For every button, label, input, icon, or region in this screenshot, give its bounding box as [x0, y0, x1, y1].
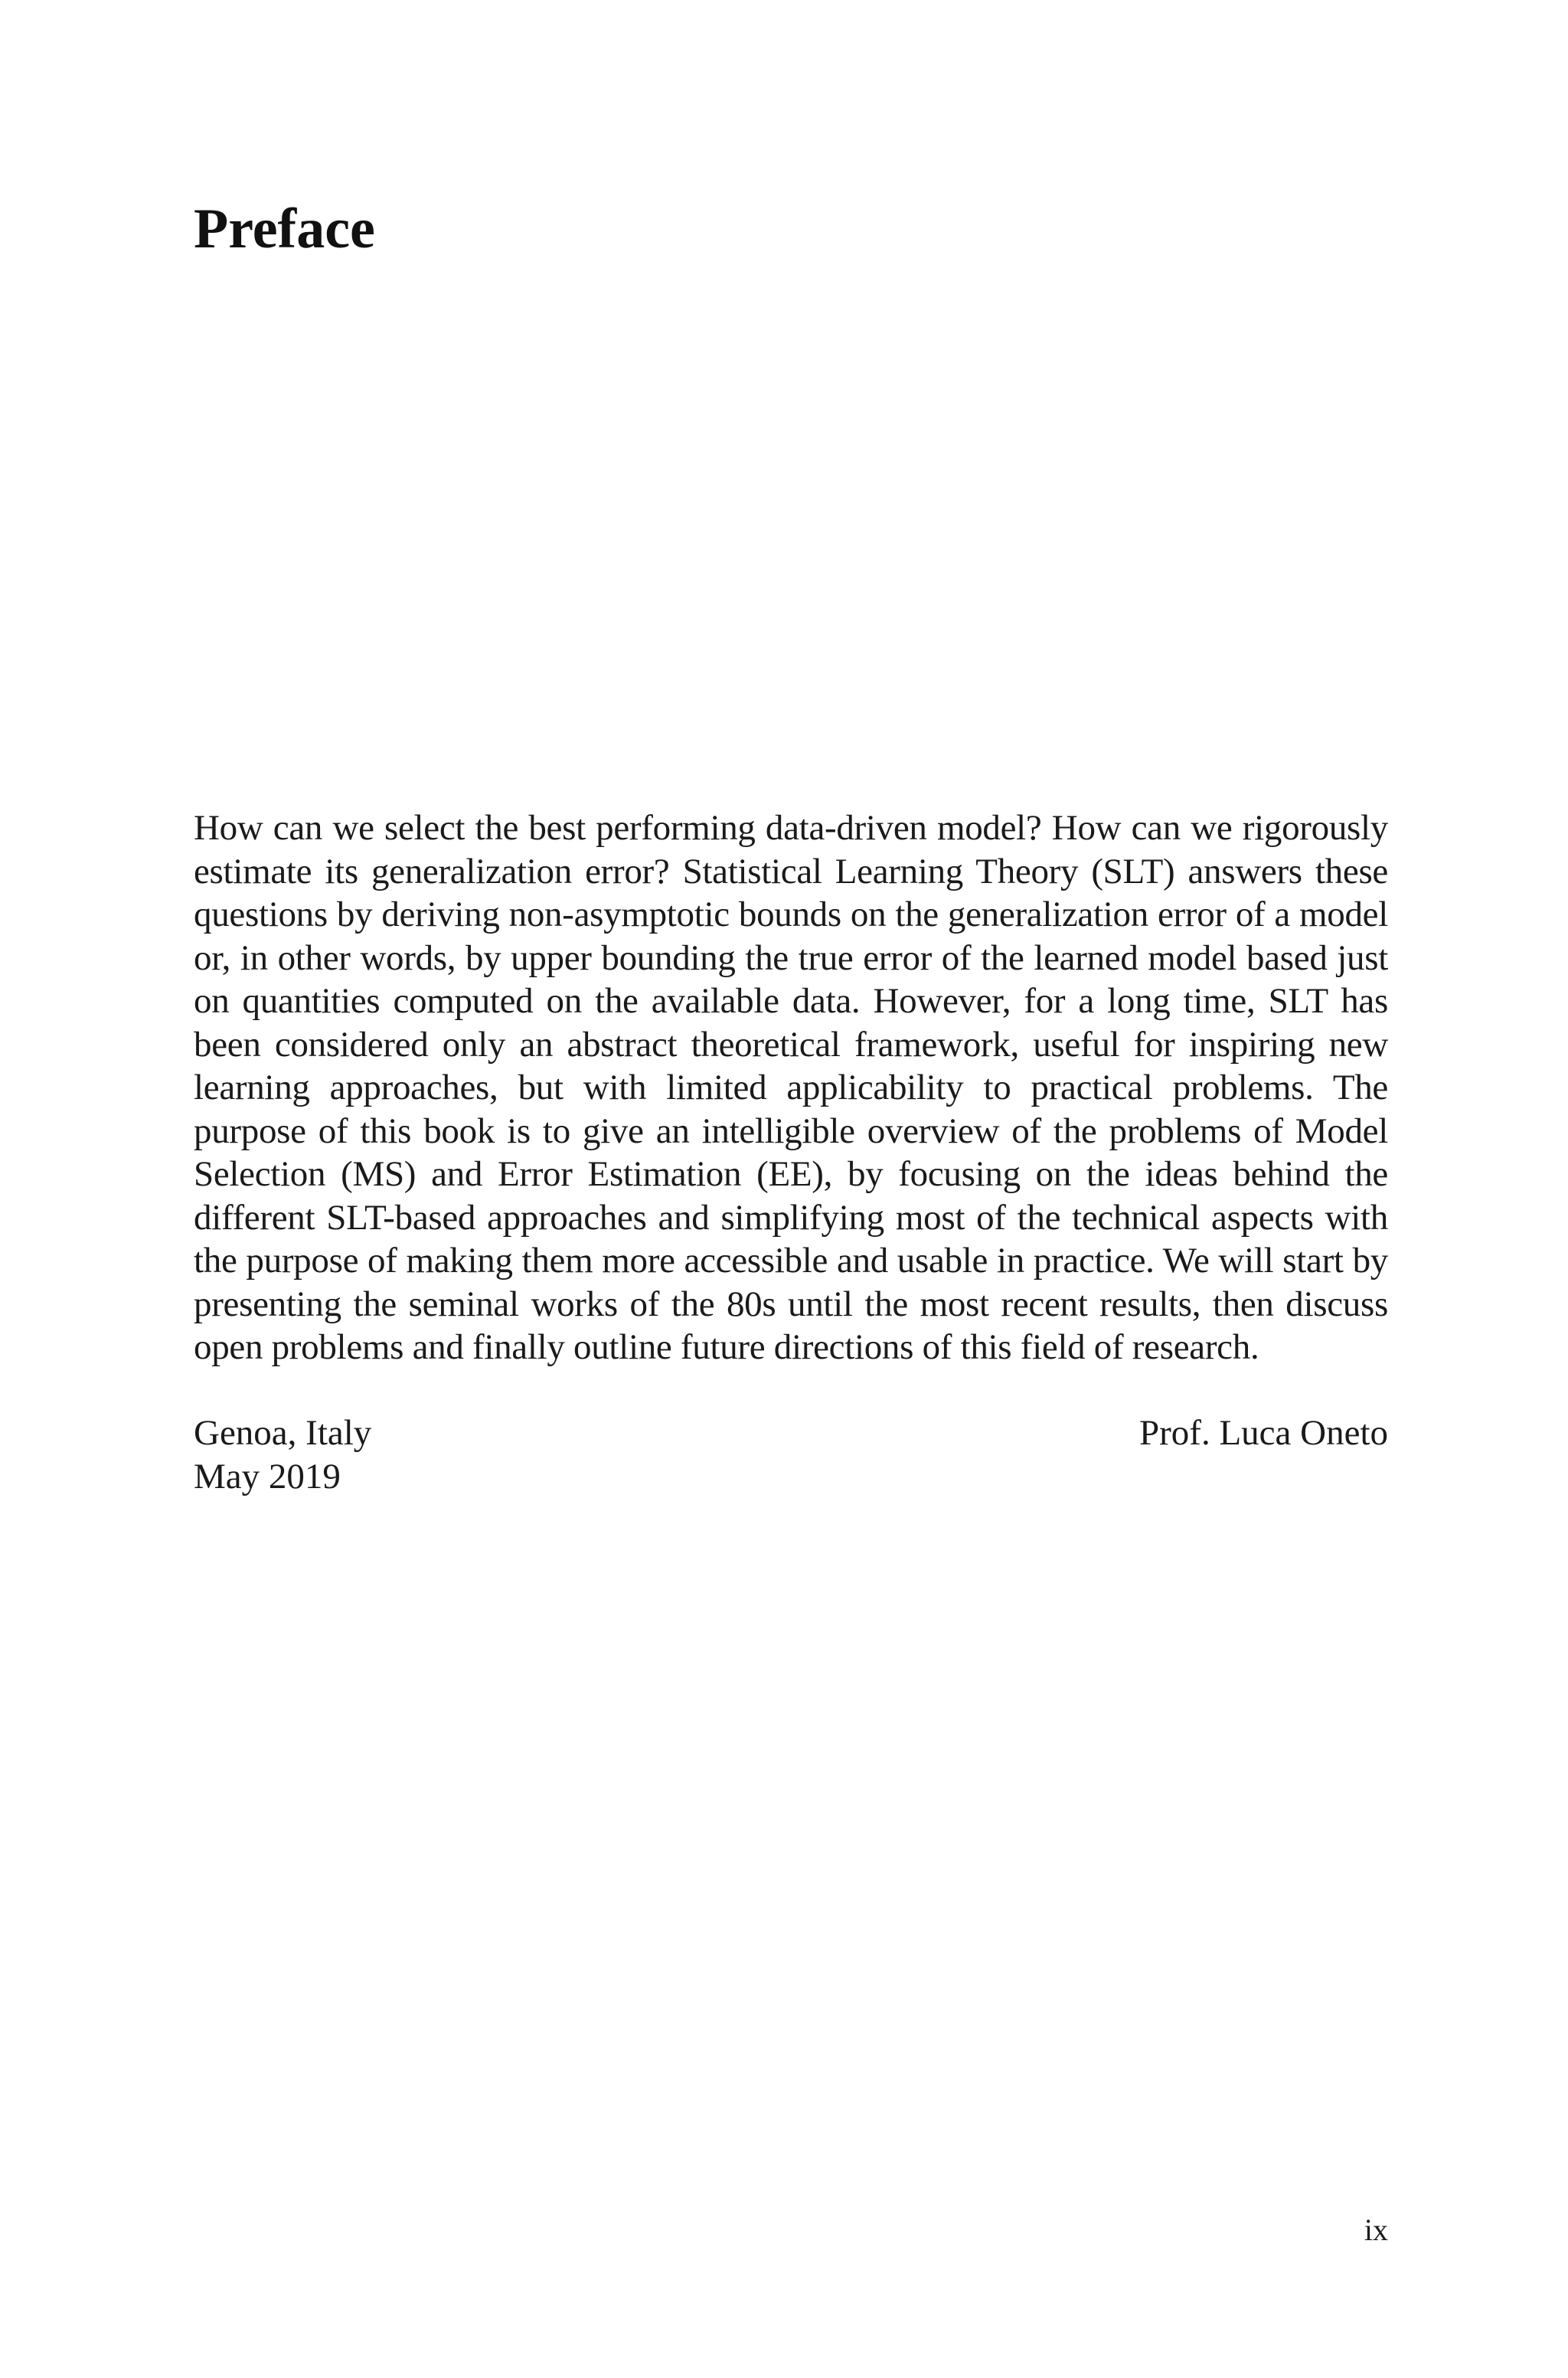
signature-place: Genoa, Italy — [194, 1413, 372, 1453]
signature-row — [194, 1411, 1388, 1455]
page-number: ix — [1364, 2213, 1388, 2247]
signature-author: Prof. Luca Oneto — [1139, 1413, 1388, 1453]
signature-date: May 2019 — [194, 1456, 341, 1496]
preface-paragraph: How can we select the best performing data-driven model? How can we rigorously estimate its generalization error? Statistical Learning Theory (SLT) answers these questions by deriving non-asymptotic bounds on the generalization error of a model or, in other words, by upper bounding the true error of the learned model based just on quantities computed on the available data. However, for a long time, SLT has been considered only an abstract theoretical framework, useful for inspiring new learning approaches, but with limited applicability to practical problems. The purpose of this book is to give an intelligible overview of the problems of Model Selection (MS) and Error Estimation (EE), by focusing on the ideas behind the different SLT-based approaches and simplifying most of the technical aspects with the purpose of making them more accessible and usable in practice. We will start by presenting the seminal works of the 80s until the most recent results, then discuss open problems and finally outline future directions of this field of research. — [194, 808, 1388, 1367]
chapter-title: Preface — [194, 198, 375, 260]
signature-block — [194, 1411, 1388, 1498]
